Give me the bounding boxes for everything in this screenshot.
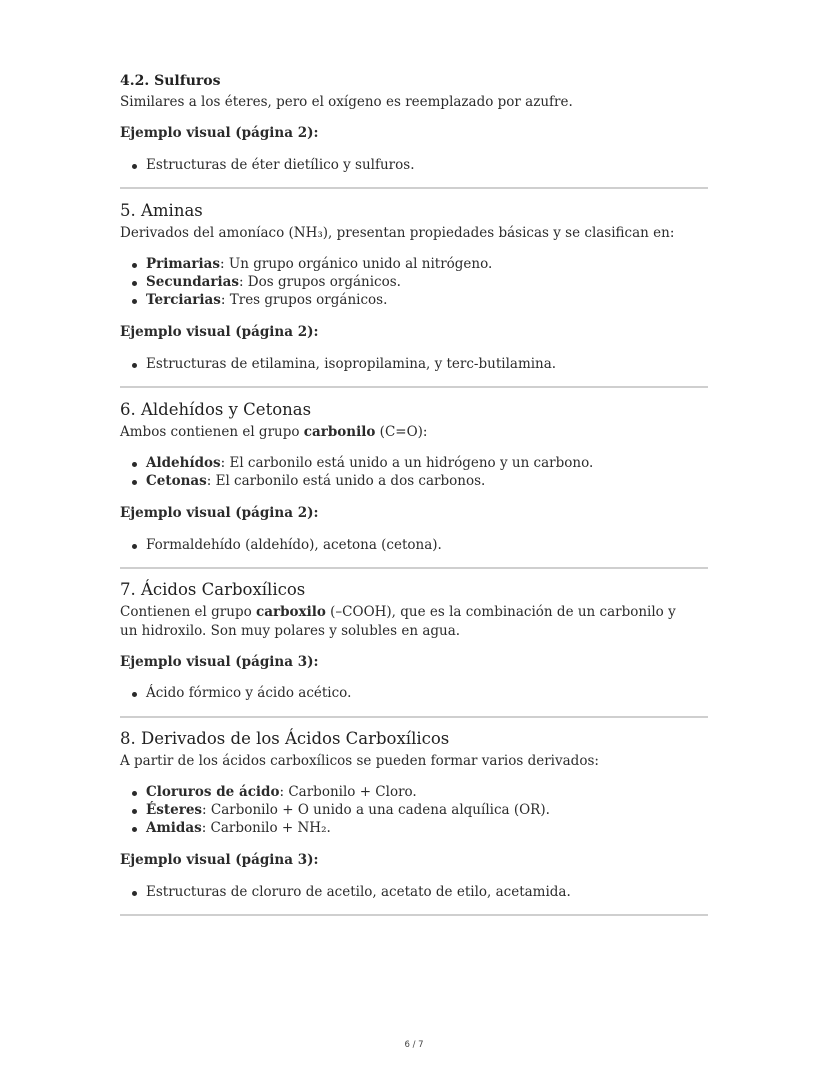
list-item	[146, 455, 593, 471]
list-item: Estructuras de etilamina, isopropilamina, y terc-butilamina.	[146, 356, 557, 372]
list-item	[146, 473, 485, 489]
list-item-text: : El carbonilo está unido a dos carbonos.	[206, 473, 486, 489]
list-item	[146, 802, 550, 818]
section-title-sulfuros: 4.2. Sulfuros	[120, 73, 221, 89]
list-item: Estructuras de éter dietílico y sulfuros.	[146, 157, 415, 173]
list-item-text: : Carbonilo + O unido a una cadena alquílica (OR).	[202, 802, 550, 818]
section-text-aldehidos-cetonas	[120, 423, 708, 442]
list-item-text: : Carbonilo + Cloro.	[279, 784, 417, 800]
example-label: Ejemplo visual (página 2):	[120, 125, 319, 141]
section-text-sulfuros: Similares a los éteres, pero el oxígeno es reemplazado por azufre.	[120, 94, 573, 110]
list-item-text: : Dos grupos orgánicos.	[238, 274, 401, 290]
text-term: carbonilo	[303, 424, 376, 440]
list-item: Estructuras de cloruro de acetilo, acetato de etilo, acetamida.	[146, 884, 571, 900]
section-divider	[120, 716, 708, 718]
section-title-aminas: 5. Aminas	[120, 201, 203, 220]
list-item-term: Amidas	[146, 820, 202, 836]
section-title-derivados: 8. Derivados de los Ácidos Carboxílicos	[120, 729, 450, 748]
section-divider	[120, 386, 708, 388]
list-item-term: Cloruros de ácido	[146, 784, 280, 800]
list-item	[146, 292, 387, 308]
example-label: Ejemplo visual (página 2):	[120, 505, 319, 521]
list-item-term: Secundarias	[146, 274, 239, 290]
section-text-acidos-carboxilicos	[120, 603, 680, 641]
list-item-text: : El carbonilo está unido a un hidrógeno y un carbono.	[220, 455, 594, 471]
section-divider	[120, 914, 708, 916]
list-item	[146, 784, 417, 800]
section-text-aminas: Derivados del amoníaco (NH₃), presentan propiedades básicas y se clasifican en:	[120, 225, 675, 241]
list-item	[146, 820, 331, 836]
text-run: Ambos contienen el grupo	[120, 424, 304, 440]
example-label: Ejemplo visual (página 3):	[120, 852, 319, 868]
text-term: carboxilo	[256, 604, 326, 620]
list-item-text: : Carbonilo + NH₂.	[201, 820, 331, 836]
text-run: Contienen el grupo	[120, 604, 257, 620]
list-item	[146, 256, 492, 272]
example-label: Ejemplo visual (página 2):	[120, 324, 319, 340]
section-title-acidos-carboxilicos: 7. Ácidos Carboxílicos	[120, 580, 306, 599]
list-item-term: Ésteres	[146, 802, 203, 818]
section-title-aldehidos-cetonas: 6. Aldehídos y Cetonas	[120, 400, 312, 419]
list-item-term: Primarias	[146, 256, 221, 272]
section-divider	[120, 567, 708, 569]
list-item	[146, 274, 401, 290]
list-item-text: : Tres grupos orgánicos.	[220, 292, 388, 308]
list-item: Formaldehído (aldehído), acetona (cetona).	[146, 537, 442, 553]
example-label: Ejemplo visual (página 3):	[120, 654, 319, 670]
text-run: (–COOH), que es la combinación de un carbonilo y un hidroxilo. Son muy polares y solubles en agua.	[120, 604, 676, 639]
list-item: Ácido fórmico y ácido acético.	[146, 685, 352, 701]
section-text-derivados: A partir de los ácidos carboxílicos se pueden formar varios derivados:	[120, 753, 599, 769]
section-divider	[120, 187, 708, 189]
list-item-term: Aldehídos	[146, 455, 221, 471]
text-run: (C=O):	[375, 424, 428, 440]
list-item-term: Terciarias	[146, 292, 221, 308]
page-number: 6 / 7	[404, 1040, 424, 1050]
list-item-text: : Un grupo orgánico unido al nitrógeno.	[220, 256, 493, 272]
list-item-term: Cetonas	[146, 473, 207, 489]
